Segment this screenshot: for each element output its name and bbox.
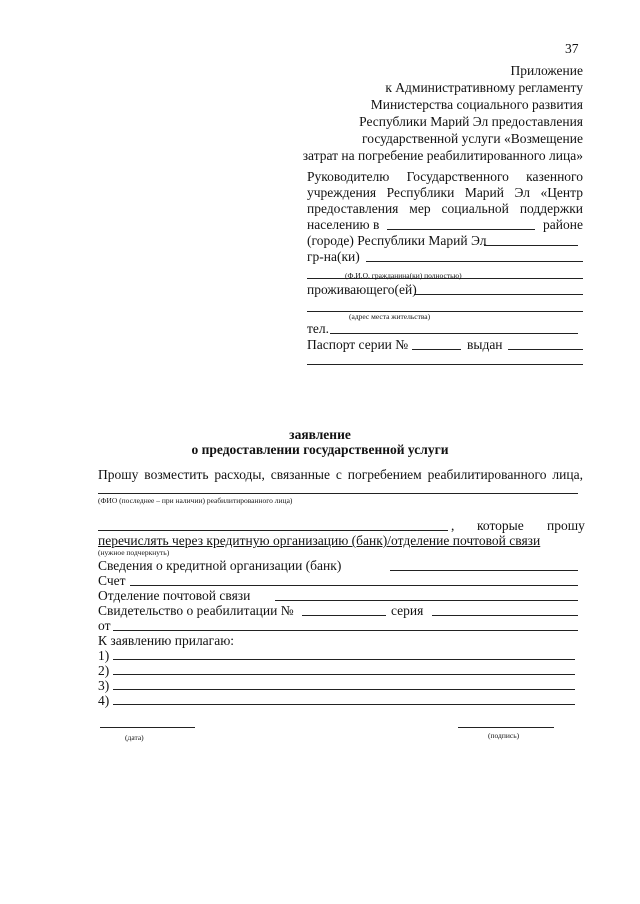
ask-label: прошу xyxy=(547,518,585,533)
attachment-field-3[interactable] xyxy=(113,689,575,690)
district-field[interactable] xyxy=(387,229,535,230)
deceased-name-field[interactable] xyxy=(98,493,578,494)
document-title: заявление xyxy=(289,427,351,442)
request-line: Прошу возместить расходы, связанные с погребением реабилитированного лица, xyxy=(98,467,583,482)
date-hint: (дата) xyxy=(125,733,144,742)
citizen-label: гр-на(ки) xyxy=(307,249,360,264)
attachment-field-2[interactable] xyxy=(113,674,575,675)
passport-number-field[interactable] xyxy=(412,349,461,350)
appendix-line: затрат на погребение реабилитированного лица» xyxy=(302,148,583,163)
signature-hint: (подпись) xyxy=(488,731,520,740)
addressee-line-1: Руководителю Государственного казенного xyxy=(307,169,583,184)
post-label: Отделение почтовой связи xyxy=(98,588,251,603)
attachment-index: 3) xyxy=(98,678,110,693)
appendix-line: государственной услуги «Возмещение xyxy=(362,131,583,146)
passport-label: Паспорт серии № xyxy=(307,337,409,352)
appendix-line: Республики Марий Эл предоставления xyxy=(359,114,583,129)
issued-field[interactable] xyxy=(508,349,583,350)
attachment-index: 2) xyxy=(98,663,110,678)
post-field[interactable] xyxy=(275,600,578,601)
city-field[interactable] xyxy=(484,245,578,246)
addressee-city-label: (городе) Республики Марий Эл xyxy=(307,233,487,248)
fio-hint: (Ф.И.О. гражданина(ки) полностью) xyxy=(345,271,462,280)
comma: , xyxy=(451,518,455,533)
addressee-line-2: учреждения Республики Марий Эл «Центр xyxy=(307,185,583,200)
addressee-district-label: населению в xyxy=(307,217,380,232)
bank-field[interactable] xyxy=(390,570,578,571)
citizen-name-field[interactable] xyxy=(366,261,583,262)
certificate-number-field[interactable] xyxy=(302,615,386,616)
attachment-field-1[interactable] xyxy=(113,659,575,660)
appendix-line: к Административному регламенту xyxy=(385,80,583,95)
addressee-line-3: предоставления мер социальной поддержки xyxy=(307,201,583,216)
appendix-line: Министерства социального развития xyxy=(370,97,583,112)
signature-field[interactable] xyxy=(458,727,554,728)
issued-label: выдан xyxy=(467,337,503,352)
page-number: 37 xyxy=(565,41,579,56)
phone-field[interactable] xyxy=(330,333,578,334)
residence-label: проживающего(ей) xyxy=(307,282,417,297)
certificate-label: Свидетельство о реабилитации № xyxy=(98,603,294,618)
deceased-name-field-2[interactable] xyxy=(98,530,448,531)
attach-label: К заявлению прилагаю: xyxy=(98,633,235,648)
attachment-index: 1) xyxy=(98,648,110,663)
phone-label: тел. xyxy=(307,321,330,336)
bank-label: Сведения о кредитной организации (банк) xyxy=(98,558,342,573)
date-field[interactable] xyxy=(100,727,195,728)
underline-hint: (нужное подчеркнуть) xyxy=(98,548,170,557)
attachment-field-4[interactable] xyxy=(113,704,575,705)
transfer-options[interactable]: перечислять через кредитную организацию (банк)/отделение почтовой связи xyxy=(98,533,541,548)
series-label: серия xyxy=(391,603,424,618)
addressee-district-suffix: районе xyxy=(543,217,583,232)
address-hint: (адрес места жительства) xyxy=(349,312,431,321)
issued-field-2[interactable] xyxy=(307,364,583,365)
from-label: от xyxy=(98,618,111,633)
series-field[interactable] xyxy=(432,615,578,616)
attachment-index: 4) xyxy=(98,693,110,708)
appendix-line: Приложение xyxy=(510,63,583,78)
from-field[interactable] xyxy=(113,630,578,631)
account-field[interactable] xyxy=(130,585,578,586)
residence-field[interactable] xyxy=(414,294,583,295)
account-label: Счет xyxy=(98,573,126,588)
which-label: которые xyxy=(477,518,524,533)
deceased-fio-hint: (ФИО (последнее – при наличии) реабилитированного лица) xyxy=(98,496,293,505)
appendix-block xyxy=(263,62,583,164)
document-subtitle: о предоставлении государственной услуги xyxy=(191,442,449,457)
